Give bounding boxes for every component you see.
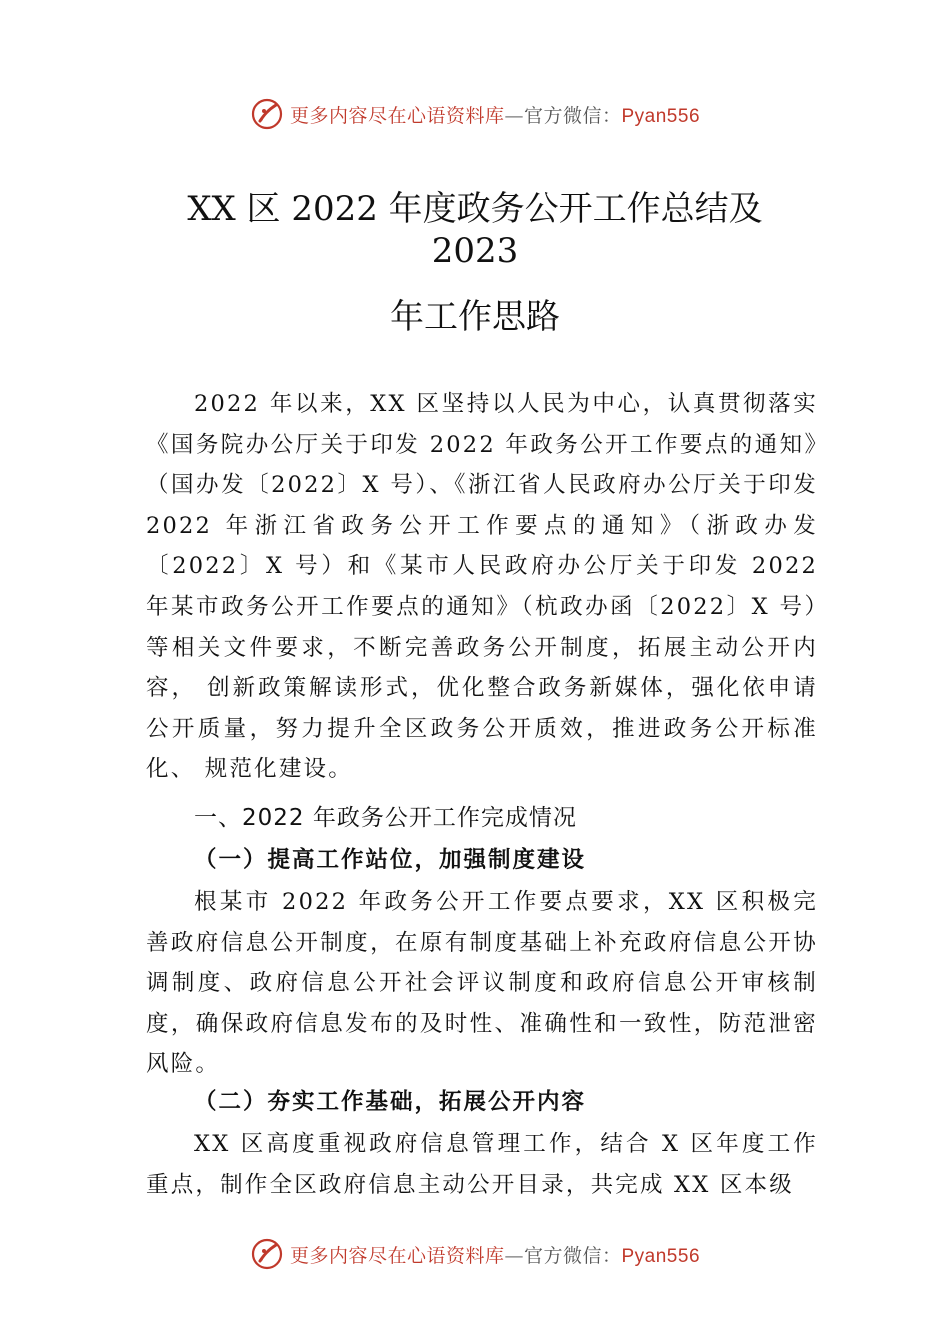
- document-title-line-3: 年工作思路: [390, 297, 560, 337]
- subsection-1-heading: （一）提高工作站位，加强制度建设: [194, 847, 587, 873]
- watermark-separator: —: [504, 1244, 524, 1267]
- watermark-text: [290, 1241, 700, 1268]
- watermark-site: 更多内容尽在心语资料库: [289, 104, 505, 127]
- watermark-separator: —: [504, 104, 524, 127]
- watermark-header: [0, 96, 950, 132]
- subsection-2-paragraph: XX 区高度重视政府信息管理工作，结合 X 区年度工作重点，制作全区政府信息主动公开目录，共完成 XX 区本级: [146, 1131, 818, 1198]
- watermark-text: [290, 101, 700, 128]
- section-1-heading: 一、2022 年政务公开工作完成情况: [194, 805, 577, 831]
- watermark-label: 官方微信：: [523, 1244, 622, 1267]
- document-title-line-2: 2023: [431, 231, 519, 271]
- watermark-wechat-id: Pyan556: [621, 1245, 701, 1267]
- watermark-site: 更多内容尽在心语资料库: [289, 1244, 505, 1267]
- watermark-footer: [0, 1236, 950, 1272]
- subsection-1-paragraph: 根某市 2022 年政务公开工作要点要求，XX 区积极完善政府信息公开制度，在原有制度基础上补充政府信息公开协调制度、政府信息公开社会评议制度和政府信息公开审核制度，确保政府信息发布的及时性、准确性和一致性，防范泄密风险。: [146, 889, 818, 1078]
- watermark-label: 官方微信：: [523, 104, 622, 127]
- intro-paragraph: 2022 年以来，XX 区坚持以人民为中心，认真贯彻落实《国务院办公厅关于印发 2022 年政务公开工作要点的通知》（国办发〔2022〕X 号）、《浙江省人民政府办公厅关于印发 2022 年浙江省政务公开工作要点的通知》（浙政办发〔2022〕X 号）和《某市人民政府办公厅关于印发 2022 年某市政务公开工作要点的通知》（杭政办函〔2022〕X 号）等相关文件要求，不断完善政务公开制度，拓展主动公开内容， 创新政策解读形式，优化整合政务新媒体，强化依申请公开质量，努力提升全区政务公开质效，推进政务公开标准化、 规范化建设。: [146, 391, 818, 783]
- document-title-line-1: XX 区 2022 年度政务公开工作总结及: [187, 189, 763, 229]
- watermark-wechat-id: Pyan556: [621, 105, 701, 127]
- brush-logo-icon: [250, 1237, 284, 1271]
- brush-logo-icon: [250, 97, 284, 131]
- subsection-2-heading: （二）夯实工作基础，拓展公开内容: [194, 1089, 587, 1115]
